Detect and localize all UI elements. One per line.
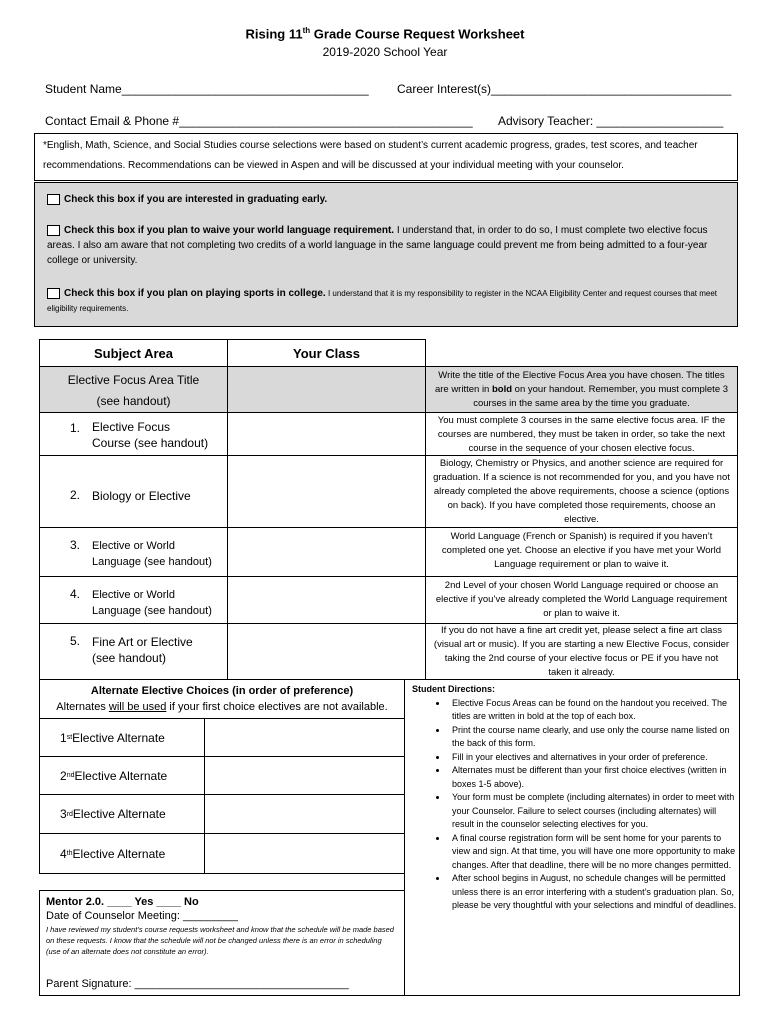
- efa-description: Write the title of the Elective Focus Area you have chosen. The titles are written in bold on your handout. Remember, you must complete 3 courses in the same area by the time you graduate.: [425, 366, 738, 413]
- waive-language-checkbox[interactable]: [47, 225, 60, 236]
- row-1-subject: [39, 412, 228, 456]
- row-label: Fine Art or Elective (see handout): [92, 635, 193, 665]
- row-5-subject: [39, 623, 228, 680]
- row-2-class-input[interactable]: [227, 455, 426, 528]
- your-class-header: Your Class: [227, 339, 426, 367]
- early-graduation-option: Check this box if you are interested in graduating early.: [47, 192, 727, 207]
- row-2-subject: [39, 455, 228, 528]
- alternate-3-label: 3 rd Elective Alternate: [39, 794, 205, 834]
- waive-language-option: Check this box if you plan to waive your world language requirement. I understand that, in order to do so, I must complete two elective focus areas. I also am aware that not completing two credits of a world language in the same language could prevent me from being admitted to a four-year college or university.: [47, 225, 708, 266]
- alternate-4-label: 4 th Elective Alternate: [39, 833, 205, 874]
- subject-area-header: Subject Area: [39, 339, 228, 367]
- row-label: Elective or World Language (see handout): [92, 589, 212, 617]
- row-1-description: You must complete 3 courses in the same elective focus area. IF the courses are numbered, they must be taken in order, so take the next course in the sequence of your chosen elective focus.: [425, 412, 738, 456]
- row-4-class-input[interactable]: [227, 576, 426, 624]
- direction-item: • Fill in your electives and alternatives in your order of preference.: [448, 751, 740, 765]
- college-sports-checkbox[interactable]: [47, 288, 60, 299]
- alternate-1-input[interactable]: [204, 718, 405, 757]
- parent-acknowledgement: I have reviewed my student’s course requests worksheet and know that the schedule will be made based on these requests. I know that the schedule will not be changed unless there is an error in scheduling (use of an alternate does not constitute an error).: [46, 925, 394, 956]
- row-number: 1.: [70, 421, 81, 435]
- alternate-4-input[interactable]: [204, 833, 405, 874]
- alternate-2-label: 2 nd Elective Alternate: [39, 756, 205, 795]
- page-title: Rising 11th Grade Course Request Worksheet: [245, 26, 525, 42]
- early-graduation-checkbox[interactable]: [47, 194, 60, 205]
- career-interest-field[interactable]: Career Interest(s)____________________________________: [397, 82, 732, 96]
- row-3-class-input[interactable]: [227, 527, 426, 577]
- row-label: Elective Focus Course (see handout): [92, 420, 209, 450]
- row-3-subject: [39, 527, 228, 577]
- advisory-teacher-field[interactable]: Advisory Teacher: ___________________: [498, 114, 724, 128]
- row-5-class-input[interactable]: [227, 623, 426, 680]
- efa-title-label: [39, 366, 228, 413]
- contact-field[interactable]: Contact Email & Phone #____________________________________________: [45, 114, 473, 128]
- row-5-description: If you do not have a fine art credit yet, please select a fine art class (visual art or music). If you are starting a new Elective Focus, consider taking the 2nd course of your elective focus or PE if you have not taken it already.: [425, 623, 738, 680]
- efa-title-sub: (see handout): [96, 394, 171, 408]
- directions-title: Student Directions:: [412, 684, 496, 694]
- directions-list: [410, 697, 740, 913]
- student-name-field[interactable]: Student Name_____________________________________: [45, 82, 369, 96]
- efa-title-input[interactable]: [227, 366, 426, 413]
- row-label: Elective or World Language (see handout): [92, 540, 212, 568]
- alternate-2-input[interactable]: [204, 756, 405, 795]
- row-3-description: World Language (French or Spanish) is required if you haven’t completed one yet. Choose an elective if you have met your World Language requirement or plan to waive it.: [425, 527, 738, 577]
- efa-title-text: Elective Focus Area Title: [67, 373, 200, 387]
- direction-item: • Print the course name clearly, and use only the course name listed on the back of this form.: [448, 724, 740, 751]
- row-number: 4.: [70, 587, 81, 601]
- alternate-1-label: 1 st Elective Alternate: [39, 718, 205, 757]
- mentor-box: [39, 890, 405, 996]
- row-4-description: 2nd Level of your chosen World Language required or choose an elective if you’ve already completed the World Language requirement or plan to waive it.: [425, 576, 738, 624]
- direction-item: • Your form must be complete (including alternates) in order to meet with your Counselor. Failure to select courses (including alternates) will result in the counselor selecting electives for you.: [448, 791, 740, 832]
- row-1-class-input[interactable]: [227, 412, 426, 456]
- school-year: 2019-2020 School Year: [322, 45, 448, 59]
- alternates-title: Alternate Elective Choices (in order of preference): [90, 685, 354, 697]
- alternate-3-input[interactable]: [204, 794, 405, 834]
- counselor-meeting-date[interactable]: Date of Counselor Meeting: _________: [46, 910, 239, 922]
- direction-item: • Alternates must be different than your first choice electives (written in boxes 1-5 above).: [448, 764, 740, 791]
- row-number: 2.: [70, 488, 81, 502]
- row-number: 5.: [70, 634, 81, 648]
- direction-item: • Elective Focus Areas can be found on the handout you received. The titles are written in bold at the top of each box.: [448, 697, 740, 724]
- options-box: [34, 182, 738, 327]
- row-4-subject: [39, 576, 228, 624]
- alternates-header: [39, 679, 405, 719]
- row-number: 3.: [70, 538, 81, 552]
- college-sports-option: Check this box if you plan on playing sports in college. I understand that it is my responsibility to register in the NCAA Eligibility Center and request courses that meet eligibility requirements.: [47, 288, 718, 313]
- student-directions: [410, 683, 740, 913]
- parent-signature-field[interactable]: Parent Signature: ___________________________________: [46, 978, 349, 990]
- row-2-description: Biology, Chemistry or Physics, and another science are required for graduation. If a science is not recommended for you, and you have not already completed the above requirements, choose a science (options on back). If you have completed those requirements, choose an elective.: [425, 455, 738, 528]
- direction-item: • A final course registration form will be sent home for your parents to view and sign. At that time, you will have one more opportunity to make changes. After that deadline, there will be no more changes permitted.: [448, 832, 740, 873]
- alternates-subtitle: Alternates will be used if your first choice electives are not available.: [56, 701, 388, 713]
- row-label: Biology or Elective: [92, 489, 191, 503]
- mentor-yes-no[interactable]: Mentor 2.0. ____ Yes ____ No: [46, 896, 199, 908]
- recommendation-note: *English, Math, Science, and Social Studies course selections were based on student’s current academic progress, grades, test scores, and teacher recommendations. Recommendations can be viewed in Aspen and will be discussed at your individual meeting with your counselor.: [34, 133, 738, 181]
- direction-item: • After school begins in August, no schedule changes will be permitted unless there is an error interfering with a student’s graduation plan. So, please be very thoughtful with your selections and mindful of deadlines.: [448, 872, 740, 913]
